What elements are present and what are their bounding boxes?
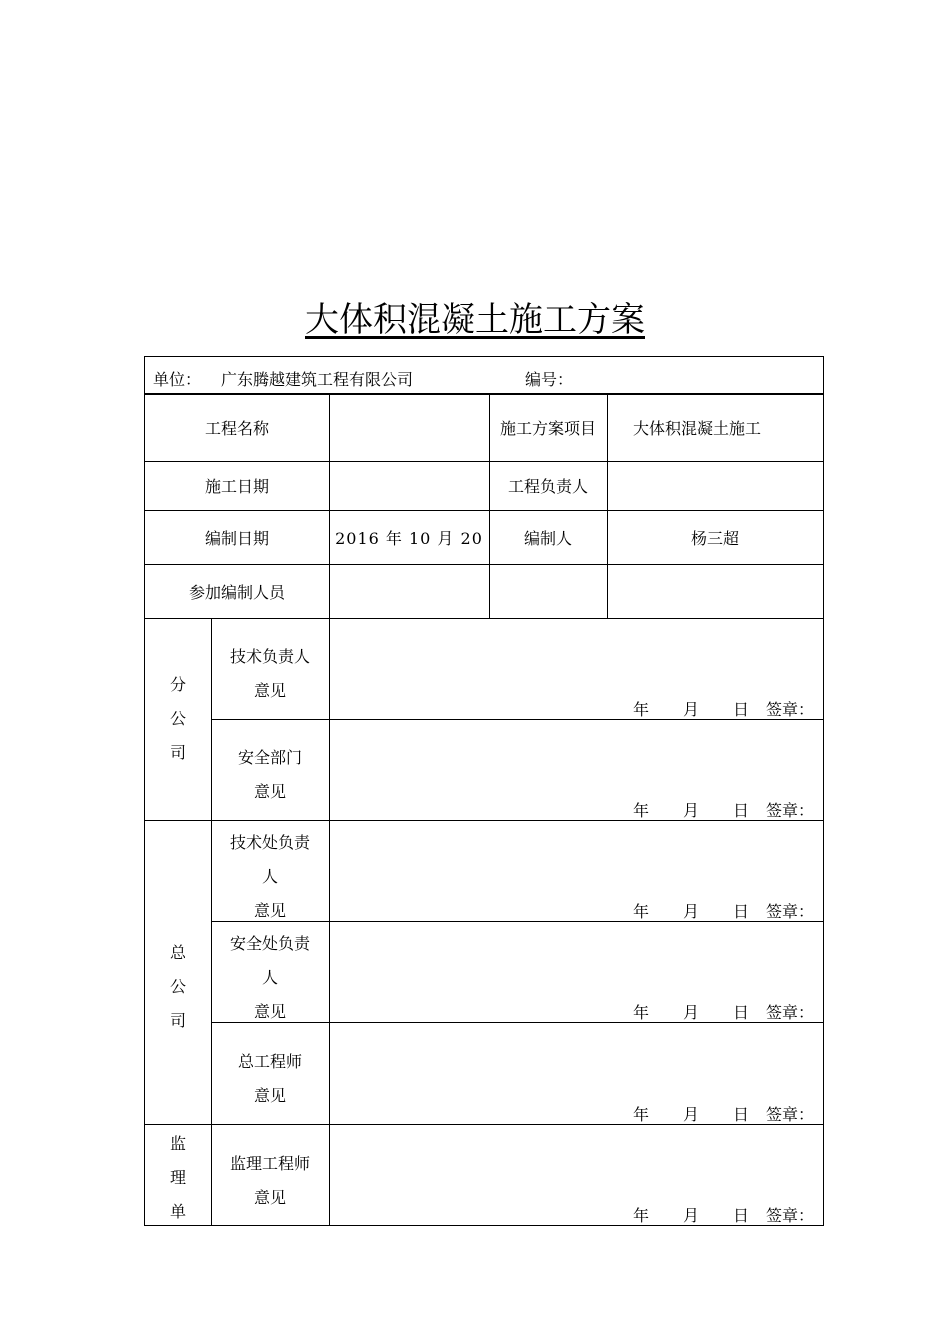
head-safety-dept-lead-label: 安全处负责 人 意见 (229, 934, 310, 1021)
unit-row (145, 357, 823, 395)
signature-line: 年 月 日 签章： (633, 1105, 815, 1124)
signature-line: 年 月 日 签章： (633, 700, 815, 719)
compile-date-label: 编制日期 (204, 528, 269, 548)
project-manager-value[interactable] (607, 461, 823, 510)
scheme-item-label: 施工方案项目 (499, 419, 596, 438)
unit-label: 单位： (153, 370, 202, 389)
branch-tech-lead-label: 技术负责人 意见 (229, 647, 310, 700)
supervision-engineer-label: 监理工程师 意见 (229, 1154, 310, 1207)
head-tech-dept-lead-label: 技术处负责 人 意见 (229, 833, 310, 920)
branch-company-label: 分 公 司 (169, 675, 186, 762)
scheme-item-value: 大体积混凝土施工 (633, 419, 762, 438)
document-title: 大体积混凝土施工方案 (305, 300, 645, 340)
participants-label: 参加编制人员 (188, 582, 285, 602)
signature-line: 年 月 日 签章： (633, 801, 815, 820)
construction-date-value[interactable] (329, 461, 489, 510)
construction-date-label: 施工日期 (204, 477, 269, 496)
project-name-value[interactable] (329, 394, 489, 461)
signature-line: 年 月 日 签章： (633, 1206, 815, 1225)
supervision-unit-label: 监 理 单 (169, 1134, 186, 1221)
participants-value-1[interactable] (329, 564, 489, 618)
number-label: 编号： (525, 370, 574, 389)
compiler-label: 编制人 (523, 528, 572, 548)
compiler-value: 杨三超 (690, 528, 739, 548)
project-name-label: 工程名称 (204, 419, 269, 438)
branch-safety-dept-label: 安全部门 意见 (237, 748, 302, 801)
participants-value-2[interactable] (489, 564, 607, 618)
signature-line: 年 月 日 签章： (633, 1003, 815, 1022)
approval-form (144, 356, 824, 1226)
project-manager-label: 工程负责人 (507, 477, 588, 496)
signature-line: 年 月 日 签章： (633, 902, 815, 921)
head-office-label: 总 公 司 (169, 943, 186, 1030)
compile-date-value: 2016 年 10 月 20 (335, 528, 483, 548)
participants-value-3[interactable] (607, 564, 823, 618)
unit-value: 广东腾越建筑工程有限公司 (221, 370, 414, 389)
chief-engineer-label: 总工程师 意见 (237, 1052, 302, 1105)
